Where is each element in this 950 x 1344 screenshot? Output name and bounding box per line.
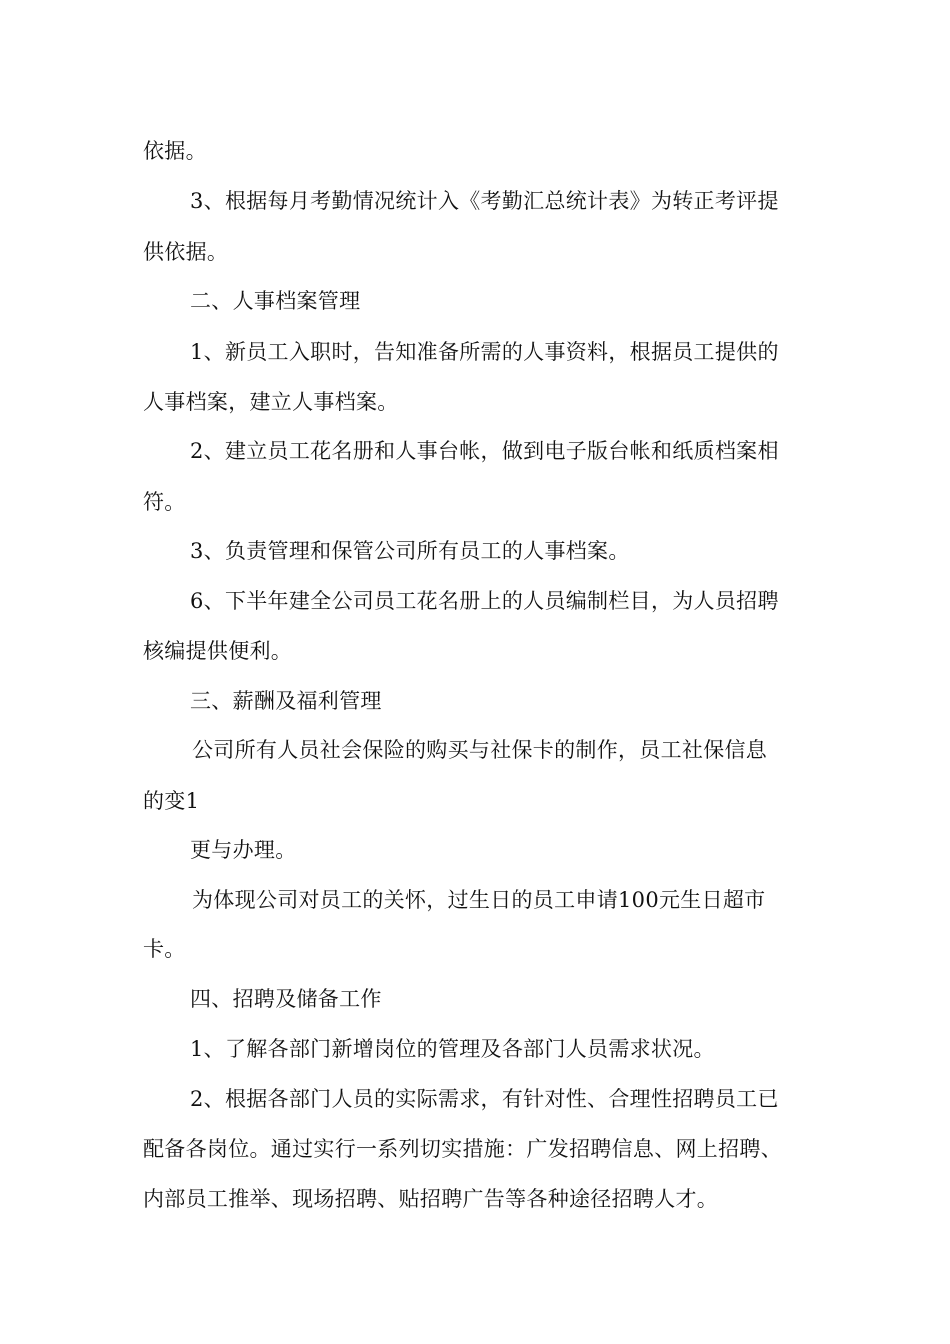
text-line-14	[143, 786, 199, 816]
text-line-6: 人事档案，建立人事档案。	[143, 390, 399, 414]
text-line-2: 3、根据每月考勤情况统计入《考勤汇总统计表》为转正考评提	[190, 189, 779, 213]
section-heading-2: 二、人事档案管理	[190, 289, 361, 313]
text-line-15: 更与办理。	[190, 838, 297, 862]
text-line-16: 为体现公司对员工的关怀，过生日的员工申请100元生日超市	[192, 888, 766, 912]
text-line-7: 2、建立员工花名册和人事台帐，做到电子版台帐和纸质档案相	[190, 439, 779, 463]
section-heading-4: 四、招聘及储备工作	[190, 987, 382, 1011]
section-heading-3: 三、薪酬及福利管理	[190, 689, 382, 713]
text-line-17: 卡。	[143, 937, 186, 961]
text-line-5: 1、新员工入职时，告知准备所需的人事资料，根据员工提供的	[190, 340, 779, 364]
text-line-19: 1、了解各部门新增岗位的管理及各部门人员需求状况。	[190, 1037, 715, 1061]
text-line-20: 2、根据各部门人员的实际需求，有针对性、合理性招聘员工已	[190, 1087, 779, 1111]
text-line-13: 公司所有人员社会保险的购买与社保卡的制作，员工社保信息	[192, 738, 768, 762]
text-line-9: 3、负责管理和保管公司所有员工的人事档案。	[190, 539, 630, 563]
text-line-1: 依据。	[143, 139, 207, 163]
text-line-14-text: 的变	[143, 789, 186, 813]
text-line-8: 符。	[143, 490, 186, 514]
text-line-22: 内部员工推举、现场招聘、贴招聘广告等各种途径招聘人才。	[143, 1187, 719, 1211]
text-line-10: 6、下半年建全公司员工花名册上的人员编制栏目，为人员招聘	[190, 589, 779, 613]
text-line-11: 核编提供便利。	[143, 639, 293, 663]
page-number: 1	[185, 789, 199, 813]
text-line-3: 供依据。	[143, 240, 229, 264]
text-line-21: 配备各岗位。通过实行一系列切实措施：广发招聘信息、网上招聘、	[143, 1137, 782, 1161]
